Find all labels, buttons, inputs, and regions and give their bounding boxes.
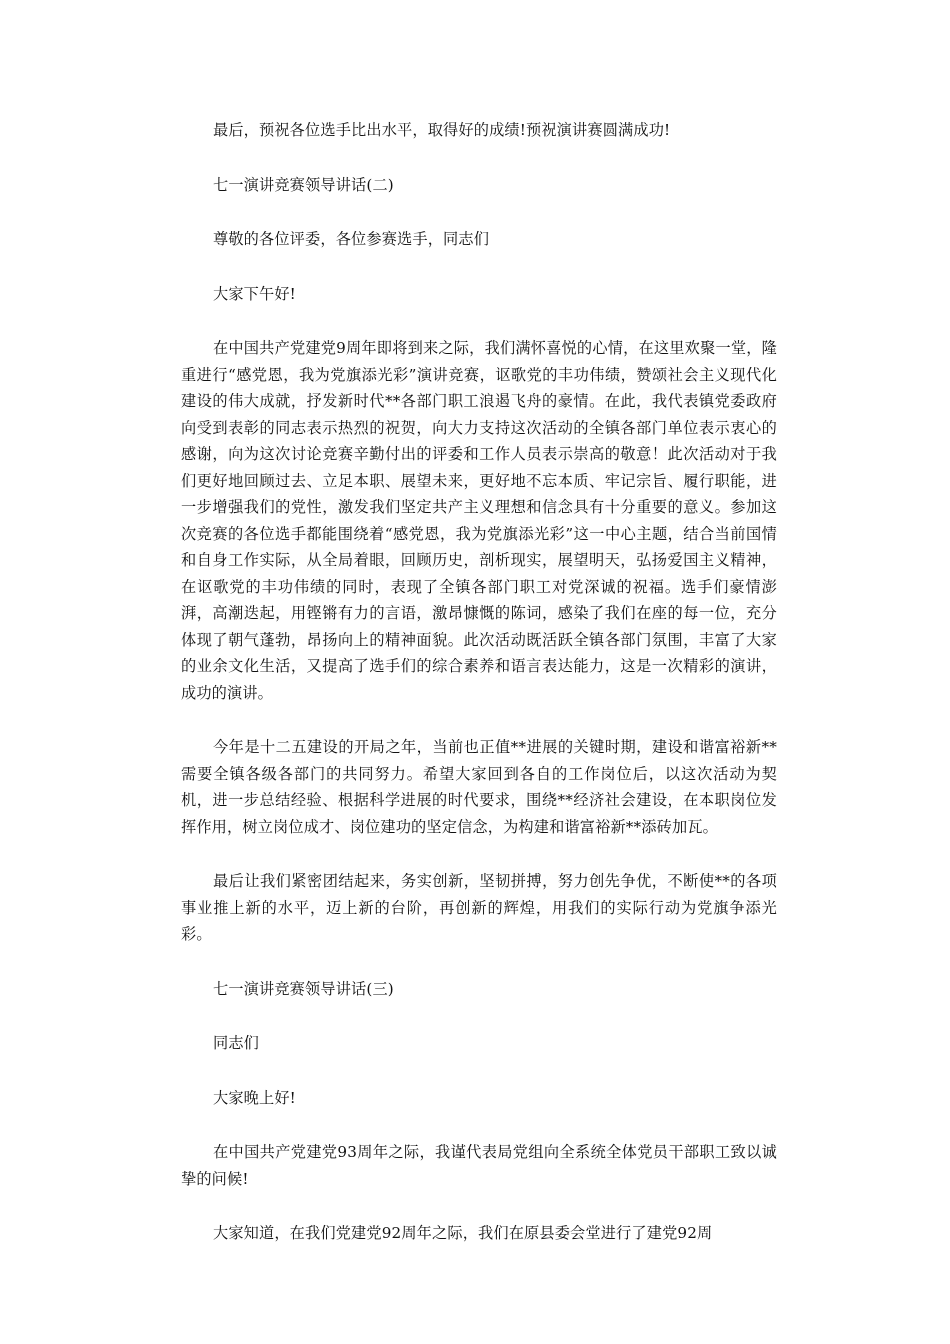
section-heading-three: 七一演讲竞赛领导讲话(三) — [213, 979, 394, 998]
greeting: 大家晚上好! — [213, 1088, 296, 1107]
body-paragraph: 大家知道，在我们党建党92周年之际，我们在原县委会堂进行了建党92周 — [213, 1224, 713, 1242]
salutation: 尊敬的各位评委，各位参赛选手，同志们 — [213, 230, 490, 248]
body-paragraph: 最后让我们紧密团结起来，务实创新，坚韧拼搏，努力创先争优，不断使**的各项事业推上新的水平，迈上新的台阶，再创新的辉煌，用我们的实际行动为党旗争添光彩。 — [181, 872, 777, 943]
salutation: 同志们 — [213, 1034, 260, 1052]
body-paragraph: 今年是十二五建设的开局之年，当前也正值**进展的关键时期，建设和谐富裕新**需要全镇各级各部门的共同努力。希望大家回到各自的工作岗位后，以这次活动为契机，进一步总结经验、根据科学进展的时代要求，围绕**经济社会建设，在本职岗位发挥作用，树立岗位成才、岗位建功的坚定信念，为构建和谐富裕新**添砖加瓦。 — [181, 738, 777, 836]
closing-wishes-paragraph: 最后，预祝各位选手比出水平，取得好的成绩!预祝演讲赛圆满成功! — [213, 121, 671, 139]
body-paragraph: 在中国共产党建党9周年即将到来之际，我们满怀喜悦的心情，在这里欢聚一堂，隆重进行“感党恩，我为党旗添光彩”演讲竞赛，讴歌党的丰功伟绩，赞颂社会主义现代化建设的伟大成就，抒发新时代**各部门职工浪遏飞舟的豪情。在此，我代表镇党委政府向受到表彰的同志表示热烈的祝贺，向大力支持这次活动的全镇各部门单位表示衷心的感谢，向为这次讨论竞赛辛勤付出的评委和工作人员表示崇高的敬意！此次活动对于我们更好地回顾过去、立足本职、展望未来，更好地不忘本质、牢记宗旨、履行职能，进一步增强我们的党性，激发我们坚定共产主义理想和信念具有十分重要的意义。参加这次竞赛的各位选手都能围绕着“感党恩，我为党旗添光彩”这一中心主题，结合当前国情和自身工作实际，从全局着眼，回顾历史，剖析现实，展望明天，弘扬爱国主义精神，在讴歌党的丰功伟绩的同时，表现了全镇各部门职工对党深诚的祝福。选手们豪情澎湃，高潮迭起，用铿锵有力的言语，激昂慷慨的陈词，感染了我们在座的每一位，充分体现了朝气蓬勃，昂扬向上的精神面貌。此次活动既活跃全镇各部门氛围，丰富了大家的业余文化生活，又提高了选手们的综合素养和语言表达能力，这是一次精彩的演讲，成功的演讲。 — [181, 339, 777, 702]
document-body — [181, 117, 777, 1275]
greeting: 大家下午好! — [213, 284, 296, 303]
section-heading-two: 七一演讲竞赛领导讲话(二) — [213, 175, 394, 194]
body-paragraph: 在中国共产党建党93周年之际，我谨代表局党组向全系统全体党员干部职工致以诚挚的问候! — [181, 1143, 777, 1188]
